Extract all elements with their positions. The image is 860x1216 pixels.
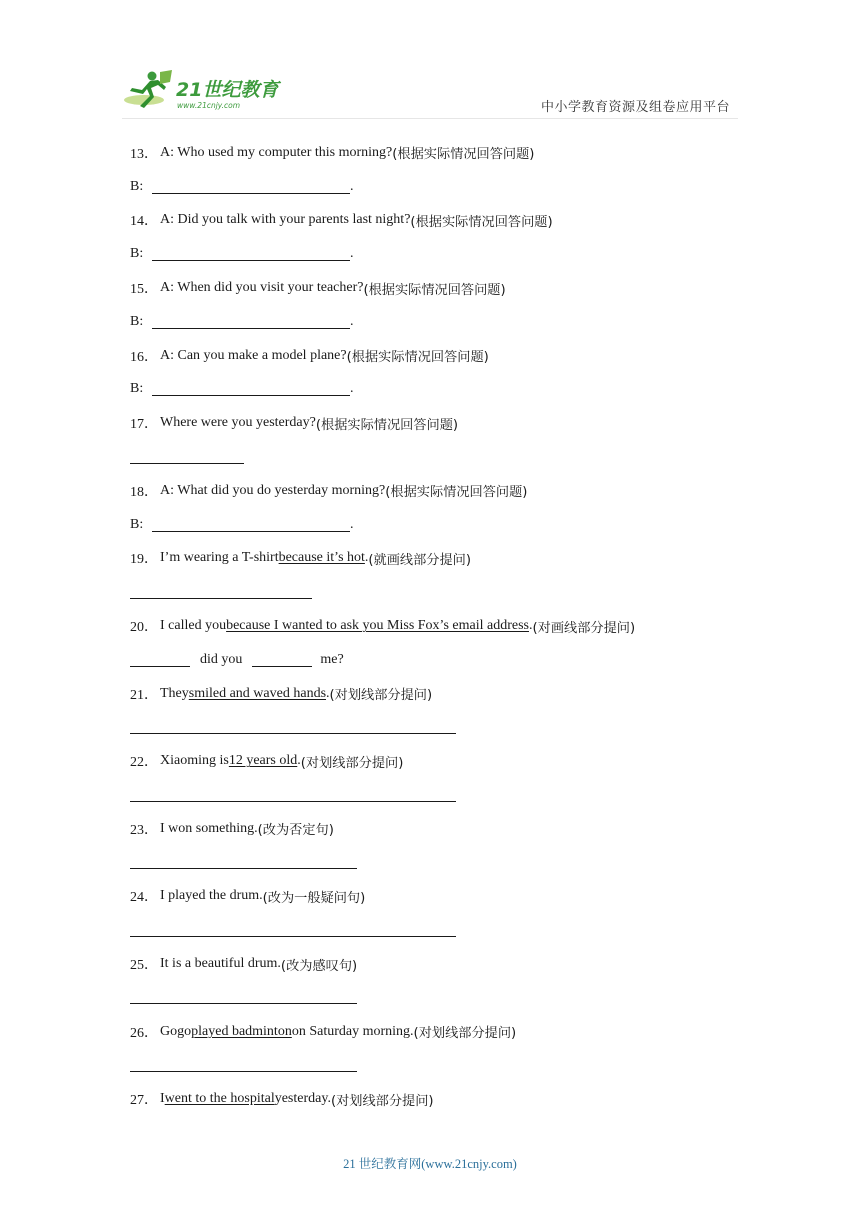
question-19: 19． I’m wearing a T-shirt because it’s hot . (就画线部分提问)	[130, 550, 472, 568]
answer-line[interactable]	[130, 463, 244, 464]
question-21: 21． They smiled and waved hands . (对划线部分提问)	[130, 685, 433, 704]
answer-line[interactable]	[130, 1003, 357, 1004]
question-18: 18． A: What did you do yesterday morning? (根据实际情况回答问题)	[130, 482, 528, 501]
answer-18: B: .	[130, 516, 354, 532]
answer-19	[130, 575, 730, 609]
answer-blank[interactable]	[130, 665, 190, 667]
answer-20: did you me?	[130, 643, 730, 677]
question-15: 15． A: When did you visit your teacher? (根据实际情况回答问题)	[130, 280, 506, 298]
answer-blank[interactable]	[252, 665, 312, 667]
answer-line[interactable]	[130, 598, 312, 599]
question-27: 27． I went to the hospital yesterday. (对划线部分提问)	[130, 1091, 434, 1109]
answer-blank[interactable]	[152, 327, 350, 329]
answer-26	[130, 1049, 730, 1083]
header-divider	[122, 118, 738, 119]
answer-line[interactable]	[130, 1071, 357, 1072]
question-13: 13． A: Who used my computer this morning? (根据实际情况回答问题)	[130, 144, 535, 163]
answer-22	[130, 778, 730, 812]
answer-line[interactable]	[130, 733, 456, 734]
question-17: 17． Where were you yesterday? (根据实际情况回答问题)	[130, 415, 459, 433]
answer-25	[130, 981, 730, 1015]
logo	[120, 68, 295, 116]
question-23: 23． I won something. (改为否定句)	[130, 820, 334, 839]
svg-text:www.21cnjy.com: www.21cnjy.com	[177, 101, 241, 110]
answer-line[interactable]	[130, 801, 456, 802]
question-14: 14． A: Did you talk with your parents last night? (根据实际情况回答问题)	[130, 212, 553, 230]
page-footer: 21 世纪教育网(www.21cnjy.com)	[343, 1157, 517, 1171]
answer-14: B: .	[130, 246, 354, 262]
answer-17	[130, 440, 730, 474]
question-20: 20． I called you because I wanted to ask you Miss Fox’s email address . (对画线部分提问)	[130, 618, 636, 636]
answer-16: B: .	[130, 381, 354, 397]
answer-blank[interactable]	[152, 259, 350, 261]
question-16: 16． A: Can you make a model plane? (根据实际情况回答问题)	[130, 347, 489, 366]
question-25: 25． It is a beautiful drum. (改为感叹句)	[130, 956, 358, 974]
question-22: 22． Xiaoming is 12 years old . (对划线部分提问)	[130, 753, 404, 771]
answer-blank[interactable]	[152, 192, 350, 194]
answer-line[interactable]	[130, 868, 357, 869]
worksheet	[130, 136, 730, 1116]
answer-13: B: .	[130, 178, 354, 194]
platform-name: 中小学教育资源及组卷应用平台	[540, 100, 730, 115]
answer-blank[interactable]	[152, 394, 350, 396]
answer-23	[130, 846, 730, 880]
runner-logo-icon	[120, 68, 295, 116]
svg-text:21世纪教育: 21世纪教育	[176, 79, 279, 101]
answer-24	[130, 913, 730, 947]
page-header	[0, 0, 860, 130]
question-24: 24． I played the drum. (改为一般疑问句)	[130, 888, 366, 906]
question-26: 26． Gogo played badminton on Saturday morning. (对划线部分提问)	[130, 1023, 517, 1042]
answer-21	[130, 711, 730, 745]
answer-15: B: .	[130, 313, 354, 329]
answer-line[interactable]	[130, 936, 456, 937]
answer-blank[interactable]	[152, 530, 350, 532]
